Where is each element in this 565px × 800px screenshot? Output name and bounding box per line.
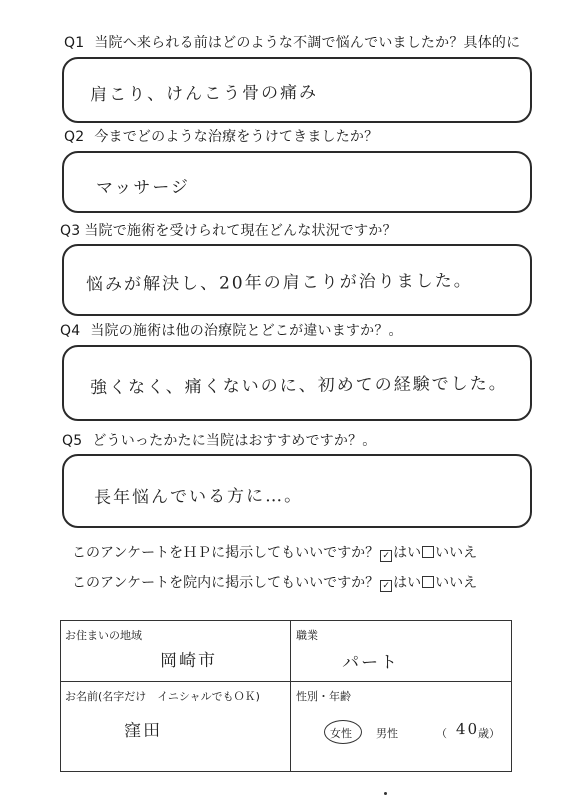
gender-age-label: 性別・年齢: [296, 690, 351, 703]
question-number: Q2: [64, 129, 85, 145]
consent-clinic: [72, 572, 477, 592]
job-label: 職業: [296, 629, 318, 642]
yes-checkbox[interactable]: ✓: [380, 580, 392, 592]
question-5: [62, 430, 376, 450]
answer-box-2[interactable]: [62, 151, 532, 213]
consent-question: このアンケートを院内に掲示してもいいですか？: [72, 575, 380, 591]
table-row-divider: [60, 681, 512, 682]
consent-hp: [72, 542, 477, 562]
age-open-paren: （: [436, 727, 447, 740]
no-checkbox[interactable]: [422, 576, 434, 588]
no-label: いいえ: [435, 545, 478, 561]
question-number: Q4: [60, 323, 81, 339]
question-2: [64, 126, 378, 146]
question-text: 当院で施術を受けられて現在どんな状況ですか？: [84, 223, 397, 239]
question-3: [60, 220, 397, 240]
question-text: どういったかたに当院はおすすめですか？。: [92, 433, 377, 449]
scan-dot: [384, 792, 387, 795]
question-4: [60, 320, 403, 340]
question-number: Q3: [60, 223, 81, 239]
yes-label: はい: [393, 545, 422, 561]
no-label: いいえ: [435, 575, 478, 591]
question-number: Q5: [62, 433, 83, 449]
male-option[interactable]: 男性: [376, 727, 398, 740]
name-label: お名前(名字だけ イニシャルでもＯＫ): [65, 690, 260, 703]
answer-box-4[interactable]: [62, 345, 532, 421]
female-option[interactable]: 女性: [330, 727, 352, 740]
job-field[interactable]: パート: [341, 652, 400, 674]
answer-box-3[interactable]: [62, 244, 532, 316]
name-field[interactable]: 窪田: [123, 720, 163, 742]
answer-text: 肩こり、けんこう骨の痛み: [89, 82, 319, 106]
table-column-divider: [290, 620, 291, 772]
yes-label: はい: [393, 575, 422, 591]
answer-text: 長年悩んでいる方に…。: [93, 485, 304, 509]
no-checkbox[interactable]: [422, 546, 434, 558]
question-number: Q1: [64, 35, 85, 51]
question-text: 当院の施術は他の治療院とどこが違いますか？。: [90, 323, 403, 339]
question-text: 当院へ来られる前はどのような不調で悩んでいましたか？具体的に: [94, 35, 521, 51]
answer-text: 強くなく、痛くないのに、初めての経験でした。: [89, 373, 508, 399]
address-field[interactable]: 岡崎市: [159, 650, 218, 672]
address-label: お住まいの地域: [65, 629, 142, 642]
answer-box-1[interactable]: [62, 57, 532, 123]
age-field[interactable]: 40: [455, 719, 480, 739]
question-text: 今までどのような治療をうけてきましたか？: [94, 129, 379, 145]
answer-box-5[interactable]: [62, 454, 532, 528]
answer-text: マッサージ: [95, 177, 191, 199]
answer-text: 悩みが解決し、20年の肩こりが治りました。: [85, 270, 473, 296]
yes-checkbox[interactable]: ✓: [380, 550, 392, 562]
question-1: [64, 32, 520, 52]
consent-question: このアンケートをＨＰに掲示してもいいですか？: [72, 545, 380, 561]
age-unit: 歳）: [478, 727, 500, 740]
